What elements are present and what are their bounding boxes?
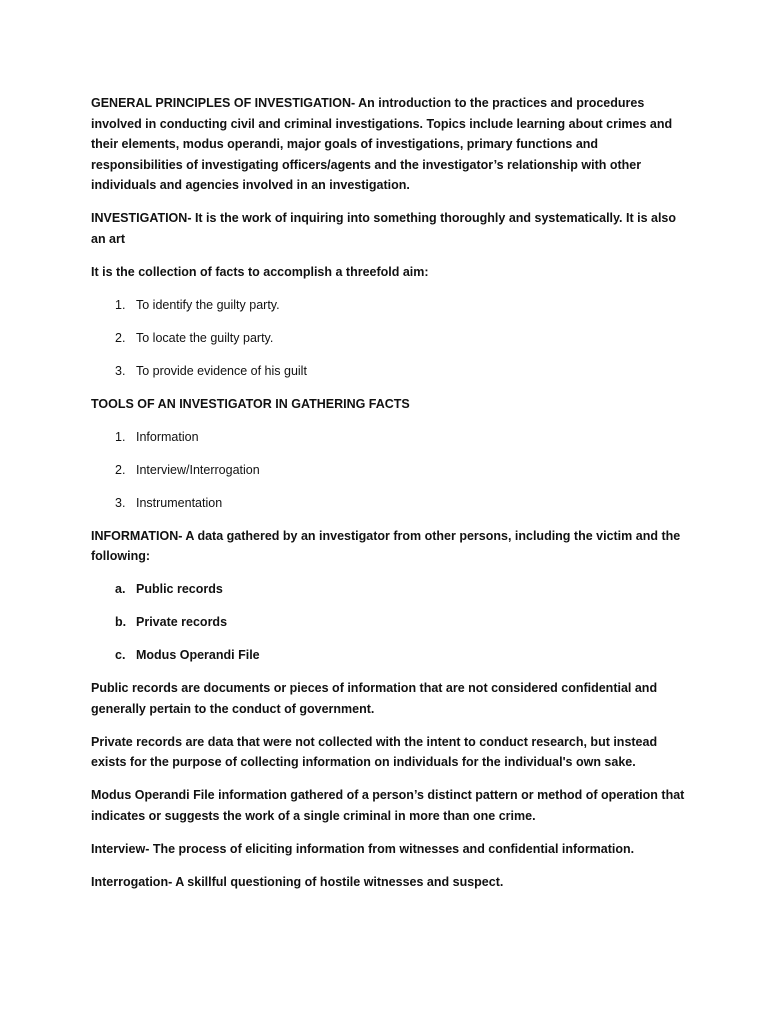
modus-operandi-paragraph: Modus Operandi File information gathered of a person’s distinct pattern or method of operation that indicates or suggests the work of a single criminal in more than one crime. [91, 788, 685, 823]
list-item [91, 645, 691, 666]
information-body: - A data gathered by an investigator from other persons, including the victim and the following: [91, 528, 681, 563]
intro-heading: GENERAL PRINCIPLES OF INVESTIGATION [91, 96, 351, 110]
list-item-text: Interview/Interrogation [136, 462, 260, 477]
list-marker: 3. [115, 495, 126, 510]
public-records-paragraph: Public records are documents or pieces of information that are not considered confidential and generally pertain to the conduct of government. [91, 681, 658, 716]
list-item-text: Instrumentation [136, 495, 223, 510]
investigation-body: - It is the work of inquiring into something thoroughly and systematically. It is also an art [91, 211, 677, 246]
list-item [91, 460, 691, 481]
list-item-text: Public records [136, 582, 223, 596]
information-paragraph [91, 526, 691, 567]
list-item [91, 579, 691, 600]
list-item-text: Modus Operandi File [136, 648, 260, 662]
threefold-intro: It is the collection of facts to accomplish a threefold aim: [91, 264, 429, 279]
list-marker: 1. [115, 429, 126, 444]
interview-term: Interview [91, 841, 146, 856]
list-marker: c. [115, 648, 126, 662]
tools-heading: TOOLS OF AN INVESTIGATOR IN GATHERING FACTS [91, 396, 410, 411]
intro-body: - An introduction to the practices and procedures involved in conducting civil and criminal investigations. Topics include learning about crimes and their elements, modus operandi, major goals of investigations, primary functions and responsibilities of investigating officers/agents and the investigator’s relationship with other individuals and agencies involved in an investigation. [91, 96, 673, 192]
information-heading: INFORMATION [91, 528, 179, 543]
list-marker: b. [115, 615, 127, 629]
list-item [91, 295, 691, 316]
tools-list [91, 427, 691, 514]
investigation-heading: INVESTIGATION [91, 211, 188, 225]
list-marker: a. [115, 582, 126, 596]
interrogation-term: Interrogation [91, 874, 169, 889]
threefold-list [91, 295, 691, 382]
investigation-paragraph [91, 208, 691, 249]
information-list [91, 579, 691, 666]
list-marker: 3. [115, 363, 126, 378]
list-item-text: To identify the guilty party. [136, 297, 280, 312]
document-page [91, 93, 691, 905]
list-item [91, 612, 691, 633]
list-item [91, 493, 691, 514]
interrogation-paragraph [91, 872, 691, 893]
list-item-text: To locate the guilty party. [136, 330, 274, 345]
intro-paragraph [91, 93, 691, 196]
list-marker: 1. [115, 297, 126, 312]
list-item-text: To provide evidence of his guilt [136, 363, 307, 378]
list-item [91, 361, 691, 382]
list-item-text: Private records [136, 615, 228, 629]
list-item [91, 427, 691, 448]
list-marker: 2. [115, 330, 126, 345]
list-marker: 2. [115, 462, 126, 477]
interrogation-body: - A skillful questioning of hostile witnesses and suspect. [168, 874, 504, 889]
list-item-text: Information [136, 429, 199, 444]
list-item [91, 328, 691, 349]
interview-body: - The process of eliciting information from witnesses and confidential information. [145, 841, 635, 856]
interview-paragraph [91, 839, 691, 860]
private-records-paragraph: Private records are data that were not collected with the intent to conduct research, but instead exists for the purpose of collecting information on individuals for the individual's own sake. [91, 734, 658, 769]
